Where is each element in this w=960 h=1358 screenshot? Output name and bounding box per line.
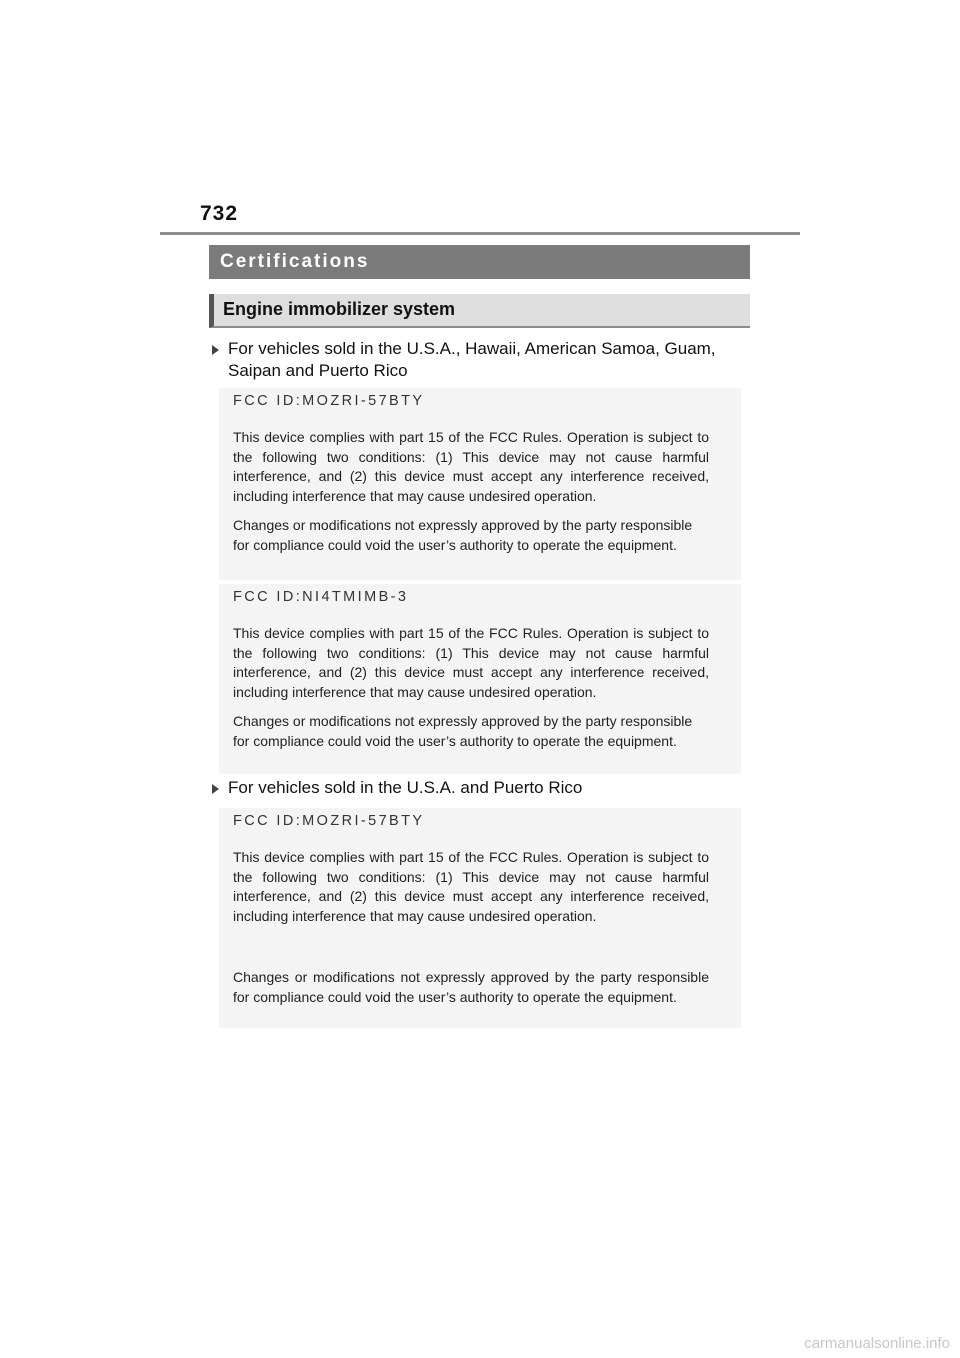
- triangle-bullet-icon: [212, 784, 219, 794]
- fcc-compliance-text: This device complies with part 15 of the FCC Rules. Operation is subject to the following two conditions: (1) This device may not cause harmful interference, and (2) this device must accept any interference received, including interference that may cause undesired operation.: [233, 625, 709, 700]
- bullet-usa-hawaii-samoa-guam: [212, 338, 748, 382]
- fcc-changes-text: Changes or modifications not expressly approved by the party responsible for compliance could void the user’s authority to operate the equipment.: [233, 517, 693, 553]
- fcc-statement-panel: [219, 584, 741, 774]
- triangle-bullet-icon: [212, 345, 219, 355]
- fcc-statement-panel: [219, 388, 741, 580]
- bullet-text: For vehicles sold in the U.S.A. and Puerto Rico: [228, 778, 583, 797]
- section-title: Certifications: [209, 245, 750, 279]
- fcc-compliance-text: This device complies with part 15 of the FCC Rules. Operation is subject to the following two conditions: (1) This device may not cause harmful interference, and (2) this device must accept any interference received, including interference that may cause undesired operation.: [233, 849, 709, 924]
- bullet-usa-puerto-rico: [212, 777, 748, 799]
- fcc-statement-panel: [219, 808, 741, 1028]
- header-divider: [160, 232, 800, 235]
- fcc-changes-text: Changes or modifications not expressly approved by the party responsible for compliance could void the user’s authority to operate the equipment.: [233, 969, 709, 1005]
- watermark: carmanualsonline.info: [804, 1335, 950, 1352]
- fcc-id: FCC ID:NI4TMIMB-3: [233, 589, 409, 605]
- subsection-title: Engine immobilizer system: [209, 294, 750, 328]
- bullet-text: For vehicles sold in the U.S.A., Hawaii, American Samoa, Guam, Saipan and Puerto Rico: [228, 339, 716, 380]
- fcc-id: FCC ID:MOZRI-57BTY: [233, 393, 425, 409]
- page-number: 732: [200, 202, 239, 225]
- fcc-id: FCC ID:MOZRI-57BTY: [233, 813, 425, 829]
- fcc-compliance-text: This device complies with part 15 of the FCC Rules. Operation is subject to the following two conditions: (1) This device may not cause harmful interference, and (2) this device must accept any interference received, including interference that may cause undesired operation.: [233, 429, 709, 504]
- fcc-changes-text: Changes or modifications not expressly approved by the party responsible for compliance could void the user’s authority to operate the equipment.: [233, 713, 693, 749]
